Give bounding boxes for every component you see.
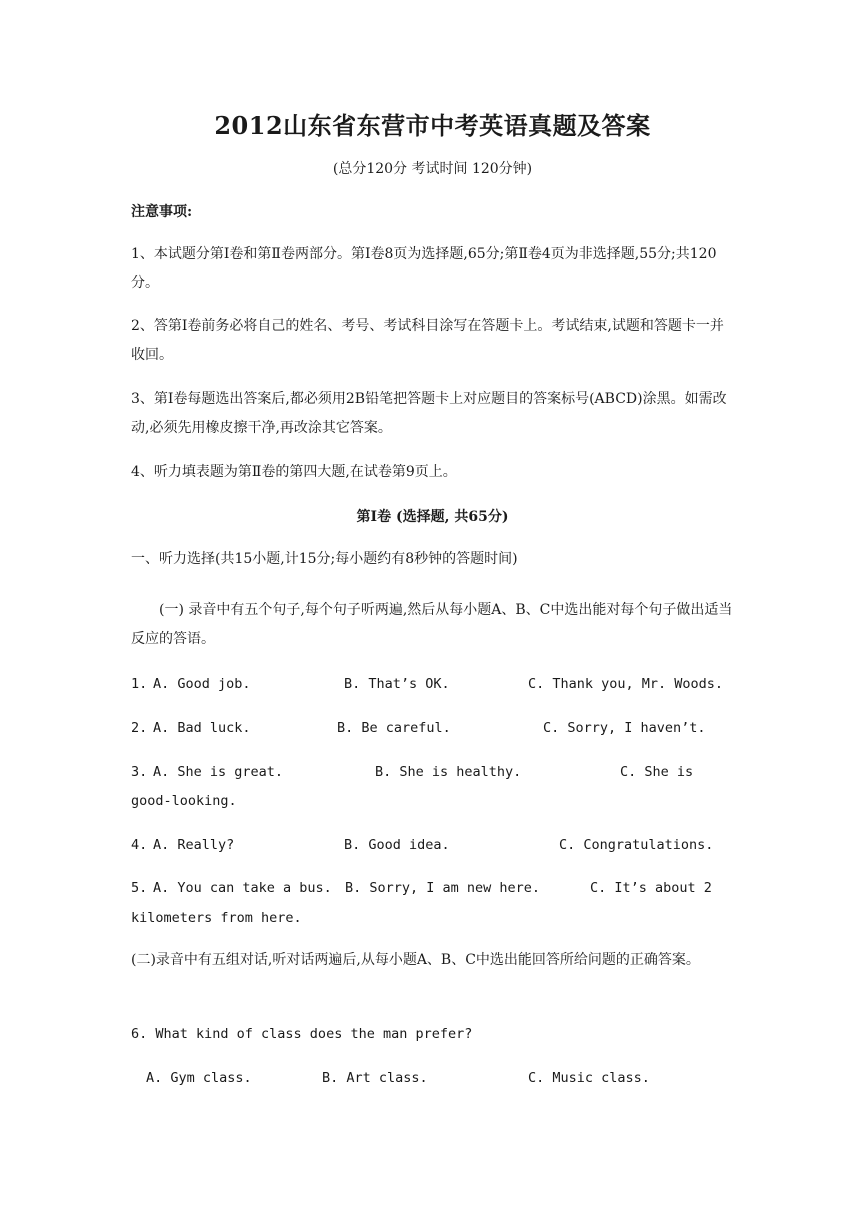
- sub2-intro: (二)录音中有五组对话,听对话两遍后,从每小题A、B、C中选出能回答所给问题的正确答案。: [131, 952, 700, 968]
- q3-option-c: C. She is: [620, 764, 694, 780]
- q5-number: 5.: [131, 880, 148, 896]
- q6-option-b: B. Art class.: [322, 1070, 428, 1086]
- page-subtitle: (总分120分 考试时间 120分钟): [332, 161, 533, 177]
- page-title: 2012山东省东营市中考英语真题及答案: [214, 111, 651, 140]
- q4-option-c: C. Congratulations.: [559, 837, 714, 853]
- q3-number: 3.: [131, 764, 148, 780]
- q4-option-a: A. Really?: [153, 837, 235, 853]
- q2-option-a: A. Bad luck.: [153, 720, 251, 736]
- note-1: 1、本试题分第Ⅰ卷和第Ⅱ卷两部分。第Ⅰ卷8页为选择题,65分;第Ⅱ卷4页为非选择题,55分;共120分。: [131, 246, 717, 291]
- q2-number: 2.: [131, 720, 148, 736]
- q1-option-b: B. That’s OK.: [344, 676, 450, 692]
- q6-option-a: A. Gym class.: [146, 1070, 252, 1086]
- q3-option-c-continued: good-looking.: [131, 793, 237, 809]
- notice-heading: 注意事项:: [131, 204, 193, 220]
- q4-number: 4.: [131, 837, 148, 853]
- q1-number: 1.: [131, 676, 148, 692]
- sub1-intro: (一) 录音中有五个句子,每个句子听两遍,然后从每小题A、B、C中选出能对每个句子做出适当反应的答语。: [131, 602, 733, 647]
- q3-option-b: B. She is healthy.: [375, 764, 522, 780]
- q2-option-b: B. Be careful.: [337, 720, 451, 736]
- q1-option-a: A. Good job.: [153, 676, 251, 692]
- q5-option-a: A. You can take a bus.: [153, 880, 332, 896]
- note-3: 3、第Ⅰ卷每题选出答案后,都必须用2B铅笔把答题卡上对应题目的答案标号(ABCD)涂黑。如需改动,必须先用橡皮擦干净,再改涂其它答案。: [131, 391, 727, 436]
- q5-option-c-continued: kilometers from here.: [131, 910, 302, 926]
- q5-option-c: C. It’s about 2: [590, 880, 712, 896]
- q2-option-c: C. Sorry, I haven’t.: [543, 720, 706, 736]
- q4-option-b: B. Good idea.: [344, 837, 450, 853]
- q6-question: 6. What kind of class does the man prefer?: [131, 1026, 473, 1042]
- q3-option-a: A. She is great.: [153, 764, 284, 780]
- part1-heading: 第Ⅰ卷 (选择题, 共65分): [356, 509, 509, 525]
- note-4: 4、听力填表题为第Ⅱ卷的第四大题,在试卷第9页上。: [131, 464, 457, 480]
- q6-option-c: C. Music class.: [528, 1070, 650, 1086]
- q5-option-b: B. Sorry, I am new here.: [345, 880, 541, 896]
- note-2: 2、答第Ⅰ卷前务必将自己的姓名、考号、考试科目涂写在答题卡上。考试结束,试题和答题卡一并收回。: [131, 318, 724, 363]
- section1-heading: 一、听力选择(共15小题,计15分;每小题约有8秒钟的答题时间): [131, 551, 518, 567]
- q1-option-c: C. Thank you, Mr. Woods.: [528, 676, 724, 692]
